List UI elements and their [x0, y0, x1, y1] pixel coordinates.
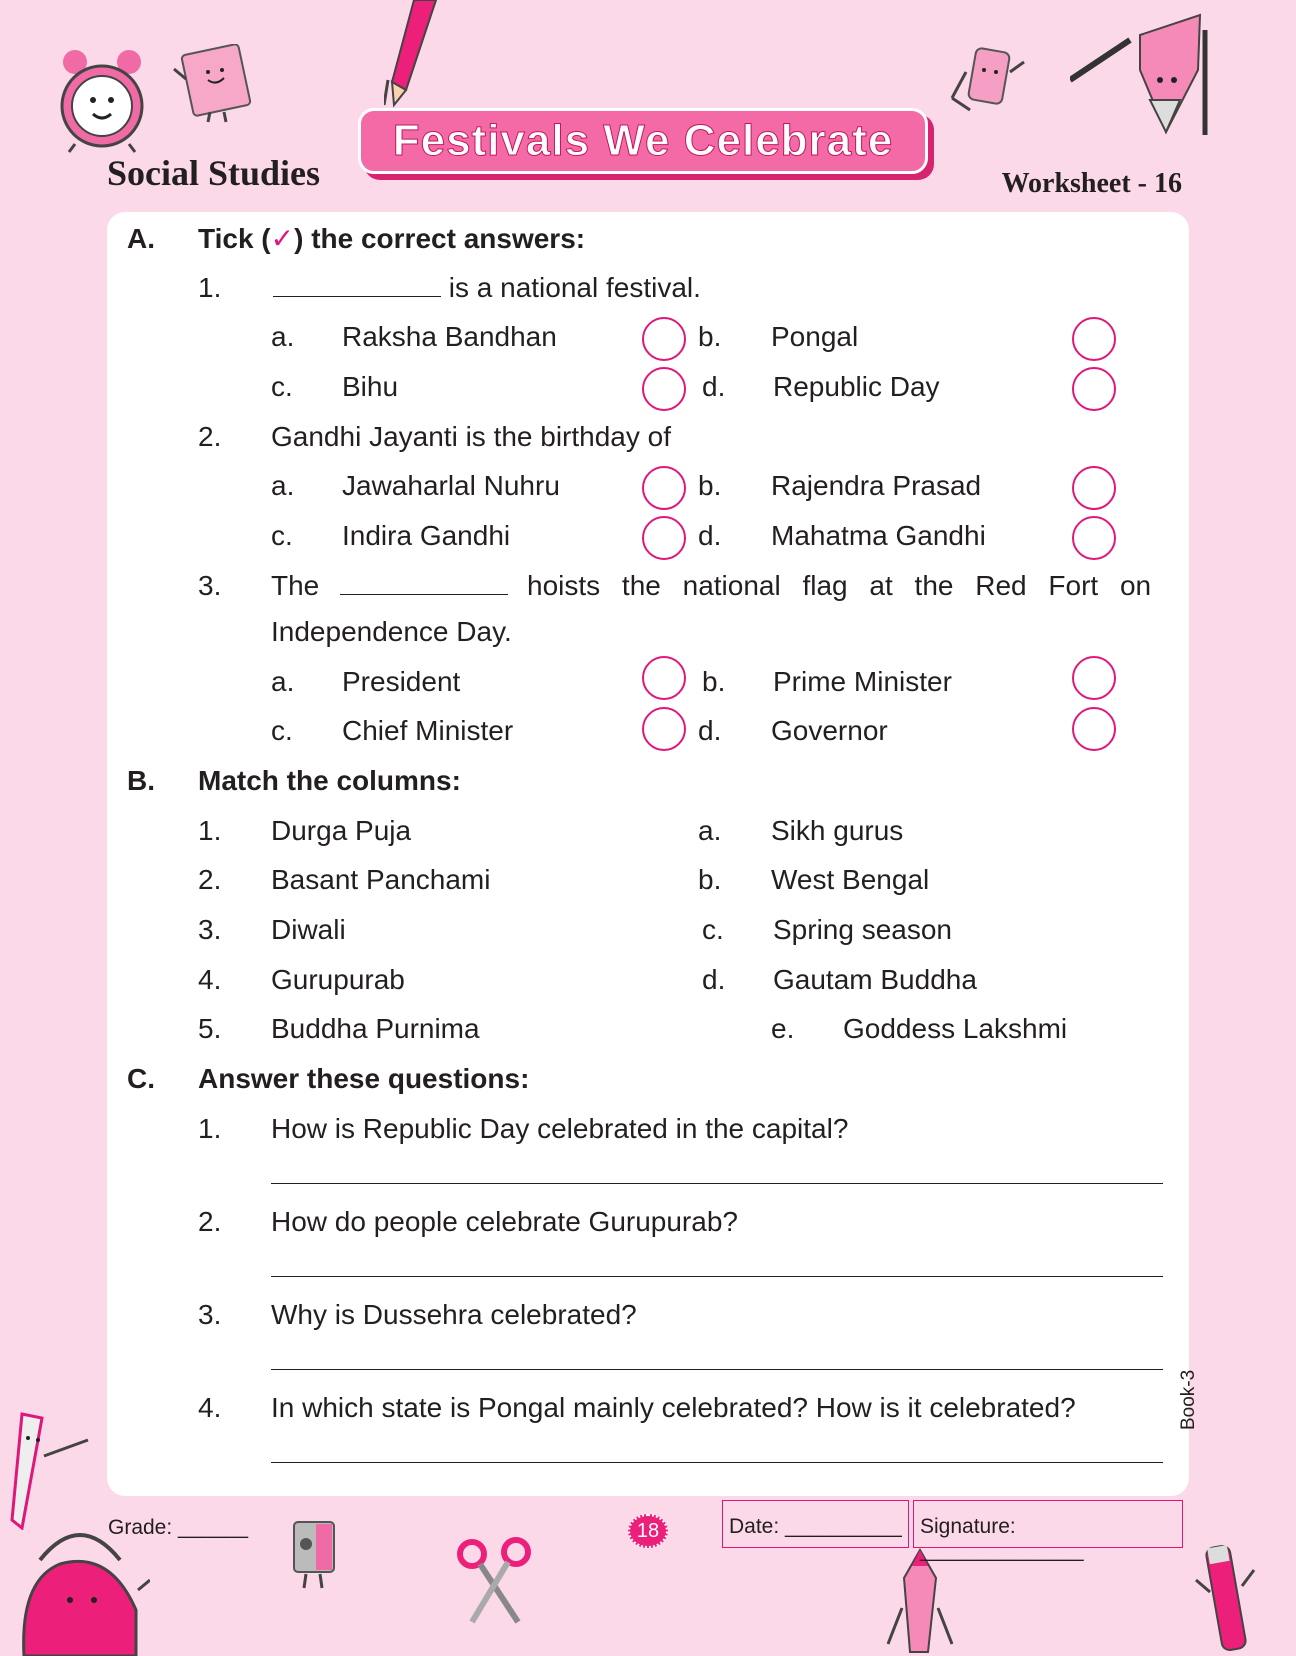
section-a-letter: A. [127, 223, 155, 254]
question-text: Why is Dussehra celebrated? [271, 1299, 637, 1330]
answer-circle[interactable] [642, 707, 686, 751]
section-b-letter: B. [127, 765, 155, 796]
match-right-text: Sikh gurus [771, 815, 904, 846]
option-letter: a. [271, 470, 295, 501]
option-text: Chief Minister [342, 715, 514, 746]
answer-line[interactable] [271, 1183, 1163, 1184]
ruler-illustration [8, 1410, 93, 1530]
answer-circle[interactable] [642, 656, 686, 700]
signature-field[interactable]: Signature: ______________ [913, 1500, 1183, 1548]
section-a-heading-post: ) the correct answers: [294, 223, 586, 254]
option-text: Mahatma Gandhi [771, 520, 986, 551]
answer-circle[interactable] [1072, 317, 1116, 361]
option-text: President [342, 666, 461, 697]
title-banner [358, 108, 936, 180]
match-left-text: Buddha Purnima [271, 1013, 480, 1044]
option-text: Jawaharlal Nuhru [342, 470, 560, 501]
bag-illustration [10, 1520, 150, 1656]
question-number: 3. [198, 570, 222, 601]
option-letter: c. [271, 371, 293, 402]
section-a-heading-pre: Tick ( [198, 223, 271, 254]
match-right-letter: c. [702, 914, 724, 945]
date-field[interactable]: Date: __________ [722, 1500, 909, 1548]
alarm-clock-illustration [55, 44, 150, 154]
match-left-number: 3. [198, 914, 222, 945]
match-left-number: 4. [198, 964, 222, 995]
match-left-text: Basant Panchami [271, 864, 491, 895]
option-letter: d. [702, 371, 726, 402]
option-letter: c. [271, 715, 293, 746]
question-number: 2. [198, 421, 222, 452]
answer-circle[interactable] [1072, 516, 1116, 560]
option-text: Republic Day [773, 371, 940, 402]
option-text: Bihu [342, 371, 399, 402]
section-c-letter: C. [127, 1063, 155, 1094]
question-number: 1. [198, 272, 222, 303]
match-right-letter: e. [771, 1013, 795, 1044]
option-text: Rajendra Prasad [771, 470, 982, 501]
question-text-post: hoists the national flag at the Red Fort on [527, 570, 1152, 601]
match-left-text: Diwali [271, 914, 346, 945]
question-number: 4. [198, 1392, 222, 1423]
question-text: How is Republic Day celebrated in the capital? [271, 1113, 849, 1144]
answer-blank [273, 271, 441, 297]
question-text: In which state is Pongal mainly celebrated? How is it celebrated? [271, 1392, 1076, 1423]
pen-illustration [1190, 1540, 1260, 1656]
answer-circle[interactable] [1072, 466, 1116, 510]
tick-icon: ✓ [270, 223, 295, 254]
option-letter: b. [698, 470, 722, 501]
answer-circle[interactable] [642, 317, 686, 361]
answer-blank [340, 569, 508, 595]
option-text: Governor [771, 715, 888, 746]
match-left-text: Durga Puja [271, 815, 412, 846]
option-letter: d. [698, 520, 722, 551]
match-right-letter: b. [698, 864, 722, 895]
scissors-illustration [456, 1536, 534, 1626]
section-b-heading: Match the columns: [198, 765, 461, 796]
subject-label: Social Studies [107, 153, 321, 193]
question-number: 2. [198, 1206, 222, 1237]
answer-blank-line [340, 569, 508, 603]
notepad-illustration [172, 44, 262, 124]
page-number: 18 [628, 1514, 668, 1548]
eraser-illustration [948, 42, 1028, 122]
option-letter: a. [271, 321, 295, 352]
option-text: Pongal [771, 321, 859, 352]
section-c-heading: Answer these questions: [198, 1063, 530, 1094]
question-text-pre: The [271, 570, 320, 601]
match-right-text: Gautam Buddha [773, 964, 977, 995]
book-label: Book-3 [1178, 1369, 1199, 1430]
match-left-number: 1. [198, 815, 222, 846]
crayon-illustration [884, 1548, 956, 1654]
answer-circle[interactable] [642, 516, 686, 560]
match-right-text: West Bengal [771, 864, 930, 895]
answer-circle[interactable] [1072, 707, 1116, 751]
pencil-illustration [384, 0, 444, 110]
match-left-number: 2. [198, 864, 222, 895]
answer-line[interactable] [271, 1369, 1163, 1370]
answer-circle[interactable] [642, 466, 686, 510]
question-1-text: is a national festival. [448, 272, 701, 303]
title-box [358, 108, 928, 174]
pencil-character-illustration [1070, 10, 1220, 140]
answer-circle[interactable] [642, 367, 686, 411]
match-left-text: Gurupurab [271, 964, 405, 995]
option-text: Raksha Bandhan [342, 321, 557, 352]
match-left-number: 5. [198, 1013, 222, 1044]
question-text [273, 271, 701, 305]
match-right-text: Goddess Lakshmi [843, 1013, 1068, 1044]
option-text: Prime Minister [773, 666, 952, 697]
page-title: Festivals We Celebrate [392, 116, 894, 165]
match-right-letter: a. [698, 815, 722, 846]
option-letter: c. [271, 520, 293, 551]
section-a-heading [198, 222, 585, 256]
option-letter: a. [271, 666, 295, 697]
question-number: 3. [198, 1299, 222, 1330]
question-number: 1. [198, 1113, 222, 1144]
option-text: Indira Gandhi [342, 520, 511, 551]
answer-circle[interactable] [1072, 367, 1116, 411]
answer-circle[interactable] [1072, 656, 1116, 700]
match-right-letter: d. [702, 964, 726, 995]
match-right-text: Spring season [773, 914, 953, 945]
option-letter: d. [698, 715, 722, 746]
question-text-line2: Independence Day. [271, 616, 512, 647]
sharpener-illustration [286, 1518, 346, 1590]
option-letter: b. [698, 321, 722, 352]
question-text: Gandhi Jayanti is the birthday of [271, 421, 672, 452]
option-letter: b. [702, 666, 726, 697]
grade-field[interactable]: Grade: ______ [108, 1516, 249, 1539]
question-text: How do people celebrate Gurupurab? [271, 1206, 738, 1237]
worksheet-number: Worksheet - 16 [1001, 168, 1182, 199]
answer-line[interactable] [271, 1276, 1163, 1277]
answer-line[interactable] [271, 1462, 1163, 1463]
